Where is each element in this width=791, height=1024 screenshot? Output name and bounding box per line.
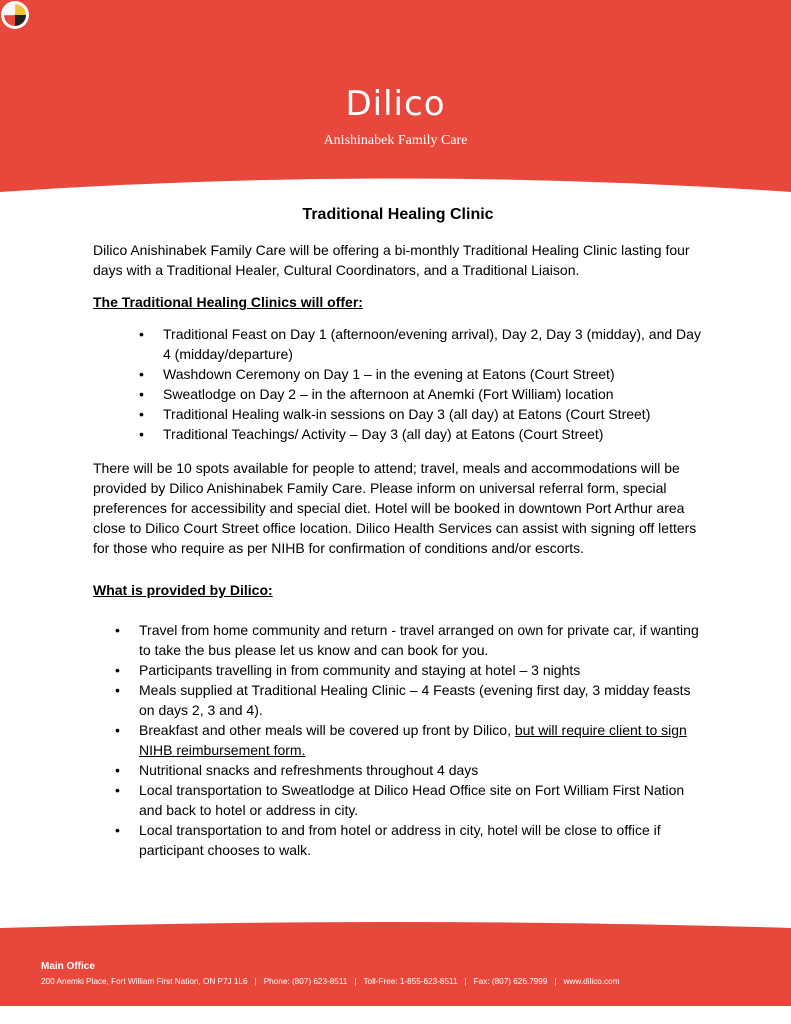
provided-list: [113, 620, 703, 860]
list-item: • Washdown Ceremony on Day 1 – in the evening at Eatons (Court Street): [137, 364, 703, 384]
logo-subtitle: Anishinabek Family Care: [323, 133, 468, 148]
document-title: Traditional Healing Clinic: [302, 206, 494, 223]
list-item: • Sweatlodge on Day 2 – in the afternoon at Anemki (Fort William) location: [137, 384, 703, 404]
provided-heading: What is provided by Dilico:: [93, 582, 273, 598]
intro-paragraph: Dilico Anishinabek Family Care will be offering a bi-monthly Traditional Healing Clinic lasting four days with a Traditional Healer, Cultural Coordinators, and a Traditional Liaison.: [93, 242, 690, 278]
list-item: • Nutritional snacks and refreshments throughout 4 days: [113, 760, 703, 780]
footer-background: [0, 920, 791, 1024]
footer-title: Main Office: [41, 961, 95, 972]
document-body: [93, 205, 703, 860]
footer-phone: Phone: (807) 623-8511: [263, 977, 348, 986]
header-banner: [0, 0, 791, 200]
footer-website: www.dilico.com: [563, 977, 620, 986]
list-item: • Traditional Teachings/ Activity – Day 3 (all day) at Eatons (Court Street): [137, 424, 703, 444]
medicine-wheel-icon: [0, 0, 30, 30]
list-item: [113, 720, 703, 760]
footer-tollfree: Toll-Free: 1-855-623-8511: [363, 977, 458, 986]
offer-heading: The Traditional Healing Clinics will offer:: [93, 294, 363, 310]
offer-list: [137, 324, 703, 444]
footer-address: 200 Anemki Place, Fort William First Nation, ON P7J 1L6: [41, 977, 248, 986]
footer-banner: [0, 920, 791, 1024]
list-item: • Meals supplied at Traditional Healing Clinic – 4 Feasts (evening first day, 3 midday feasts on days 2, 3 and 4).: [113, 680, 703, 720]
spots-paragraph: There will be 10 spots available for people to attend; travel, meals and accommodations will be provided by Dilico Anishinabek Family Care. Please inform on universal referral form, special preferences for accessibility and special diet. Hotel will be booked in downtown Port Arthur area close to Dilico Court Street office location. Dilico Health Services can assist with signing off letters for those who require as per NIHB for confirmation of conditions and/or escorts.: [93, 460, 697, 556]
list-item: • Traditional Healing walk-in sessions on Day 3 (all day) at Eatons (Court Street): [137, 404, 703, 424]
list-item: • Participants travelling in from community and staying at hotel – 3 nights: [113, 660, 703, 680]
logo-name: Dilico: [345, 84, 446, 124]
list-item: • Local transportation to and from hotel or address in city, hotel will be close to office if participant chooses to walk.: [113, 820, 703, 860]
list-item-text: Breakfast and other meals will be covered up front by Dilico,: [139, 722, 515, 738]
footer-fax: Fax: (807) 626.7999: [473, 977, 548, 986]
underlined-requirement: but will require client to sign NIHB reimbursement form.: [139, 722, 687, 758]
list-item: • Local transportation to Sweatlodge at Dilico Head Office site on Fort William First Nation and back to hotel or address in city.: [113, 780, 703, 820]
list-item: • Travel from home community and return - travel arranged on own for private car, if wanting to take the bus please let us know and can book for you.: [113, 620, 703, 660]
list-item: • Traditional Feast on Day 1 (afternoon/evening arrival), Day 2, Day 3 (midday), and Day 4 (midday/departure): [137, 324, 703, 364]
footer-contact-line: 200 Anemki Place, Fort William First Nation, ON P7J 1L6 | Phone: (807) 623-8511 | Toll-Free: 1-855-623-8511 | Fax: (807) 626.7999 | www.dilico.com: [41, 977, 620, 986]
